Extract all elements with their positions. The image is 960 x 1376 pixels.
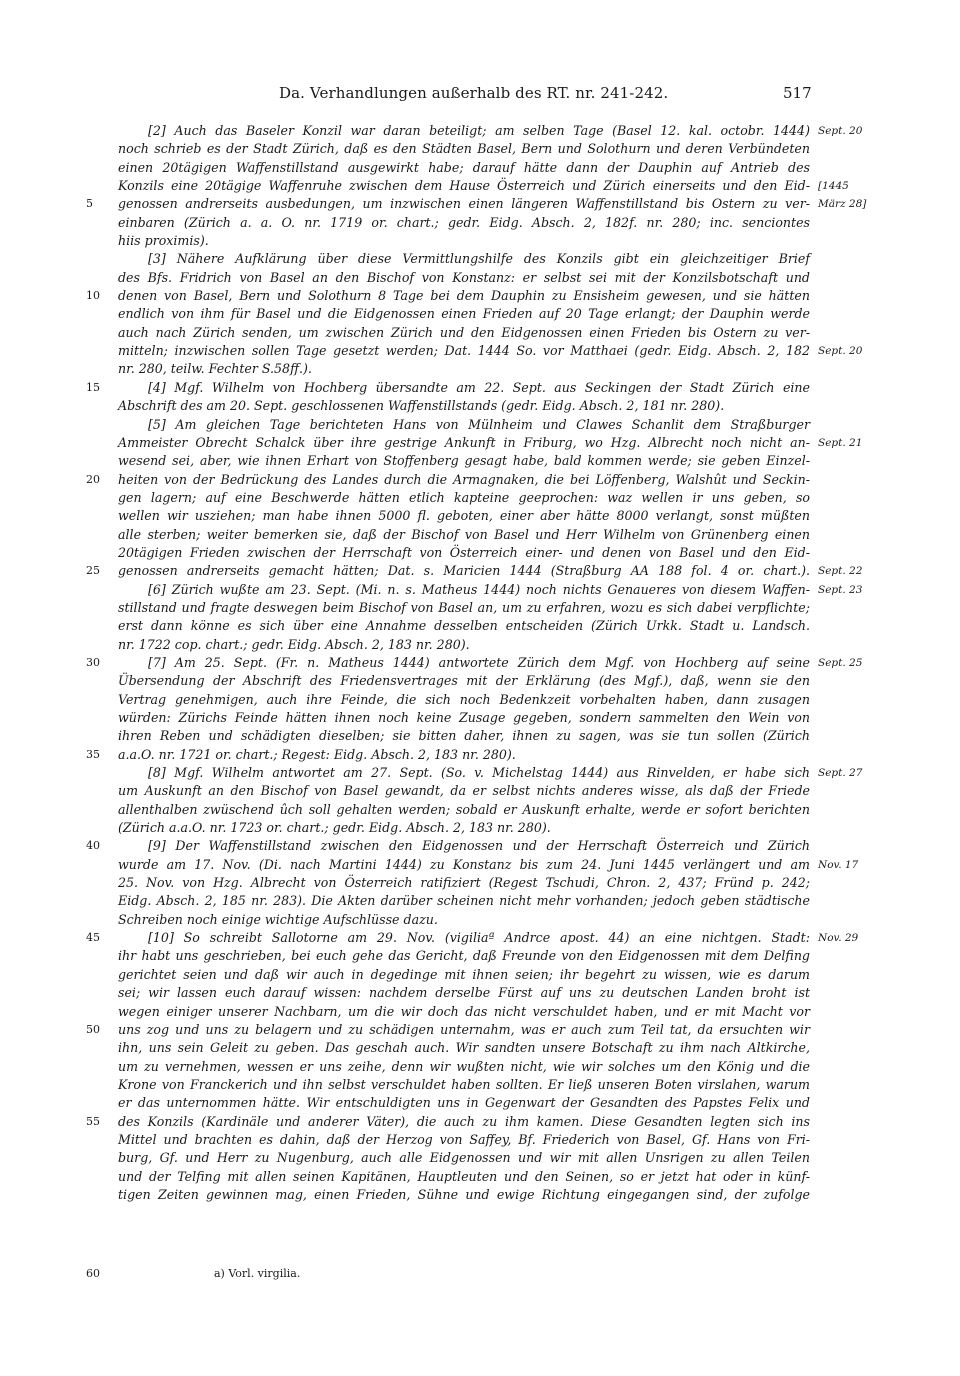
line-text: einen 20tägigen Waffenstillstand ausgewirkt habe; darauf hätte dann der Dauphin auf Antrieb des: [118, 159, 810, 175]
line-number: 40: [86, 839, 100, 853]
line-text: Schreiben noch einige wichtige Aufschlüsse dazu.: [118, 911, 438, 927]
text-line: [118, 709, 810, 727]
line-text: denen von Basel, Bern und Solothurn 8 Tage bei dem Dauphin zu Ensisheim gewesen, und sie hätten: [118, 288, 810, 304]
line-number: 45: [86, 931, 100, 945]
text-line: [118, 1131, 810, 1149]
line-text: [2] Auch das Baseler Konzil war daran beteiligt; am selben Tage (Basel 12. kal. octobr. 1444): [148, 123, 810, 138]
text-line: [118, 214, 810, 232]
margin-date-note: Sept. 27: [818, 767, 863, 780]
line-text: nr. 1722 cop. chart.; gedr. Eidg. Absch. 2, 183 nr. 280).: [118, 636, 470, 652]
footnote-text: a) Vorl. virgilia.: [214, 1267, 301, 1280]
text-line: [118, 636, 810, 654]
text-line: [118, 819, 810, 837]
line-number: 35: [86, 747, 100, 761]
line-text: würden: Zürichs Feinde hätten ihnen noch keine Zusage gegeben, sondern sammelten den Wein von: [118, 710, 810, 725]
margin-date-note: Sept. 25: [818, 656, 863, 669]
line-text: ihr habt uns geschrieben, bei euch gehe das Gericht, daß Freunde von den Eidgenossen mit dem Delfing: [118, 948, 810, 964]
text-line: [86, 562, 863, 580]
text-line: [118, 305, 810, 323]
line-text: [5] Am gleichen Tage berichteten Hans von Mülnheim und Clawes Schanlit dem Straßburger: [148, 416, 810, 432]
line-text: erst dann könne es sich über eine Annahme desselben entscheiden (Zürich Urkk. Stadt u. Landsch.: [118, 618, 810, 634]
line-number: 25: [86, 564, 100, 578]
line-text: [8] Mgf. Wilhelm antwortet am 27. Sept. (So. v. Michelstag 1444) aus Rinvelden, er habe sich: [148, 765, 810, 781]
text-line: [118, 360, 810, 378]
text-line: [118, 1149, 810, 1167]
margin-date-note: Nov. 29: [818, 932, 859, 945]
text-line: [118, 984, 810, 1002]
line-text: uns zog und uns zu belagern und zu schädigen unternahm, was er auch zum Teil tat, da ersuchten wir: [118, 1021, 810, 1037]
line-number: 20: [86, 472, 100, 486]
line-text: einbaren (Zürich a. a. O. nr. 1719 or. chart.; gedr. Eidg. Absch. 2, 182f. nr. 280; inc. senciontes: [118, 214, 810, 230]
text-line: [118, 397, 810, 415]
text-line: [118, 177, 849, 195]
text-line: [118, 892, 810, 910]
text-line: [118, 416, 810, 434]
line-text: (Zürich a.a.O. nr. 1723 or. chart.; gedr. Eidg. Absch. 2, 183 nr. 280).: [118, 820, 551, 836]
line-text: allenthalben zwüschend ûch soll gehalten werden; sobald er Auskunft erhalte, werde er sofort berichten: [118, 801, 810, 817]
margin-date-note: Sept. 21: [818, 436, 863, 449]
line-text: auch nach Zürich senden, um zwischen Zürich und den Eidgenossen einen Frieden bis Ostern zu ver-: [118, 324, 810, 340]
text-line: [118, 269, 810, 287]
line-text: Krone von Franckerich und ihn selbst verschuldet haben sollten. Er ließ unseren Boten virslahen, warum: [118, 1076, 810, 1092]
line-text: und der Telfing mit allen seinen Kapitänen, Hauptleuten und den Seinen, so er jetzt hat oder in künf-: [118, 1168, 810, 1184]
page-number: 517: [783, 84, 812, 102]
line-text: gen lagern; auf eine Beschwerde hätten etlich kapteine geeprochen: waz wellen ir uns geben, so: [118, 489, 810, 505]
text-line: [118, 1076, 810, 1094]
text-line: [118, 434, 863, 452]
line-text: ihn, uns sein Geleit zu geben. Das geschah auch. Wir sandten unsere Botschaft zu ihm nach Altkirche,: [118, 1040, 810, 1056]
margin-date-note: Sept. 20: [818, 345, 863, 358]
text-line: [86, 746, 810, 764]
text-line: [86, 471, 810, 489]
text-line: [118, 801, 810, 819]
text-line: [118, 324, 810, 342]
line-text: [7] Am 25. Sept. (Fr. n. Matheus 1444) antwortete Zürich dem Mgf. von Hochberg auf seine: [148, 654, 810, 670]
text-line: [118, 764, 863, 782]
line-text: gerichtet seien und daß wir auch in degedinge mit ihnen seien; ihr begehrt zu wissen, wie es darum: [118, 966, 810, 982]
line-text: Abschrift des am 20. Sept. geschlossenen Waffenstillstands (gedr. Eidg. Absch. 2, 181 nr. 280).: [118, 398, 725, 414]
margin-date-note: Sept. 20: [818, 125, 863, 137]
line-text: [9] Der Waffenstillstand zwischen den Eidgenossen und der Herrschaft Österreich und Zürich: [148, 838, 810, 854]
text-line: [118, 159, 810, 177]
line-text: des Bfs. Fridrich von Basel an den Bischof von Konstanz: er selbst sei mit der Konzilsbotschaft und: [118, 269, 810, 285]
text-line: [118, 489, 810, 507]
text-line: [118, 617, 810, 635]
line-number: 15: [86, 380, 100, 394]
line-text: sei; wir lassen euch darauf wissen: nachdem derselbe Fürst auf uns zu deutschen Landen broht ist: [118, 985, 810, 1001]
margin-date-note: Nov. 17: [818, 858, 859, 871]
text-line: [118, 140, 810, 158]
line-text: 20tägigen Frieden zwischen der Herrschaft von Österreich einer- und denen von Basel und den Eid-: [118, 544, 810, 560]
line-number: 10: [86, 289, 100, 303]
line-text: wellen wir usziehen; man habe ihnen 5000 fl. geboten, einer aber hätte 8000 verlangt, sonst müßten: [118, 508, 810, 524]
text-line: [118, 342, 863, 360]
line-text: er das unternommen hätte. Wir entschuldigten uns in Gegenwart der Gesandten des Papstes Felix und: [118, 1095, 810, 1111]
line-text: wesend sei, aber, wie ihnen Erhart von Stoffenberg gesagt habe, bald kommen werde; sie geben Einzel-: [118, 453, 810, 469]
margin-date-note: Sept. 22: [818, 565, 863, 578]
margin-date-note: [1445: [818, 180, 849, 193]
text-line: [86, 1021, 810, 1039]
main-text: [86, 122, 867, 1204]
margin-date-note: März 28]: [818, 198, 867, 211]
line-text: Eidg. Absch. 2, 185 nr. 283). Die Akten darüber scheinen nicht mehr vorhanden; jedoch geben städtische: [118, 893, 810, 909]
line-text: um zu vernehmen, wessen er uns zeihe, denn wir wußten nicht, wie wir solches um den König und die: [118, 1058, 810, 1074]
text-line: [118, 1168, 810, 1186]
text-line: [118, 581, 863, 599]
line-number: 5: [86, 197, 93, 211]
line-text: [4] Mgf. Wilhelm von Hochberg übersandte am 22. Sept. aus Seckingen der Stadt Zürich eine: [148, 379, 810, 395]
text-line: [86, 287, 810, 305]
text-line: [118, 727, 810, 745]
text-line: [86, 837, 810, 855]
text-line: [118, 691, 810, 709]
line-text: wurde am 17. Nov. (Di. nach Martini 1444) zu Konstanz bis zum 24. Juni 1445 verlängert und am: [118, 856, 810, 872]
text-line: [118, 672, 810, 690]
text-line: [118, 966, 810, 984]
line-text: genossen andrerseits ausbedungen, um inzwischen einen längeren Waffenstillstand bis Ostern zu ver-: [118, 196, 810, 212]
text-line: [118, 856, 859, 874]
text-line: [86, 654, 863, 672]
line-text: 25. Nov. von Hzg. Albrecht von Österreich ratifiziert (Regest Tschudi, Chron. 2, 437; Fründ p. 242;: [118, 875, 810, 891]
text-line: [86, 195, 867, 213]
line-text: heiten von der Bedrückung des Landes durch die Armagnaken, die bei Löffenberg, Walshût und Seckin-: [118, 471, 810, 487]
text-line: [118, 544, 810, 562]
text-line: [118, 1094, 810, 1112]
line-text: [10] So schreibt Sallotorne am 29. Nov. (vigiliaª Andrce apost. 44) an eine nichtgen. Stadt:: [148, 930, 810, 946]
text-line: [118, 122, 863, 140]
line-text: tigen Zeiten gewinnen mag, einen Frieden, Sühne und ewige Richtung eingegangen sind, der zufolge: [118, 1186, 810, 1202]
line-text: Ammeister Obrecht Schalck über ihre gestrige Ankunft in Friburg, wo Hzg. Albrecht noch nicht an-: [118, 434, 810, 450]
line-text: hiis proximis).: [118, 233, 209, 249]
margin-date-note: Sept. 23: [818, 583, 863, 596]
line-text: a.a.O. nr. 1721 or. chart.; Regest: Eidg. Absch. 2, 183 nr. 280).: [118, 746, 516, 762]
line-text: Konzils eine 20tägige Waffenruhe zwischen dem Hause Österreich und Zürich einerseits und den Eid-: [118, 178, 810, 194]
text-line: [118, 911, 810, 929]
line-text: Übersendung der Abschrift des Friedensvertrages mit der Erklärung (des Mgf.), daß, wenn sie den: [118, 673, 810, 689]
text-line: [118, 782, 810, 800]
line-text: mitteln; inzwischen sollen Tage gesetzt werden; Dat. 1444 So. vor Matthaei (gedr. Eidg. Absch. 2, 182: [118, 343, 810, 359]
running-header: [0, 84, 960, 108]
line-text: Vertrag genehmigen, auch ihre Feinde, die sich noch Bedenkzeit vorbehalten haben, dann zusagen: [118, 691, 810, 707]
text-line: [118, 232, 810, 250]
line-number: 55: [86, 1114, 100, 1128]
line-text: ihren Reben und schädigten dieselben; sie bitten daher, ihnen zu sagen, was sie tun sollen (Zürich: [118, 728, 810, 744]
line-text: stillstand und fragte deswegen beim Bischof von Basel an, um zu erfahren, wozu es sich dabei verpflichte;: [118, 599, 810, 615]
line-text: burg, Gf. und Herr zu Nugenburg, auch alle Eidgenossen und wir mit allen Unsrigen zu allen Teilen: [118, 1150, 810, 1166]
line-text: genossen andrerseits gemacht hätten; Dat. s. Maricien 1444 (Straßburg AA 188 fol. 4 or. chart.).: [118, 563, 810, 579]
line-text: Mittel und brachten es dahin, daß der Herzog von Saffey, Bf. Friederich von Basel, Gf. Hans von Fri-: [118, 1131, 810, 1147]
line-text: des Konzils (Kardinäle und anderer Väter), die auch zu ihm kamen. Diese Gesandten legten sich ins: [118, 1113, 810, 1129]
text-line: [118, 250, 810, 268]
line-text: alle sterben; weiter bemerken sie, daß der Bischof von Basel und Herr Wilhelm von Grünenberg einen: [118, 526, 810, 542]
line-text: wegen einiger unserer Nachbarn, um die wir doch das nicht verschuldet haben, und er mit Macht vor: [118, 1003, 810, 1019]
line-text: nr. 280, teilw. Fechter S.58ff.).: [118, 361, 312, 377]
text-line: [118, 507, 810, 525]
text-line: [86, 379, 810, 397]
line-text: [3] Nähere Aufklärung über diese Vermittlungshilfe des Konzils gibt ein gleichzeitiger Brief: [148, 251, 810, 267]
line-number: 30: [86, 655, 100, 669]
text-line: [118, 526, 810, 544]
text-line: [118, 1003, 810, 1021]
text-line: [118, 1039, 810, 1057]
text-line: [118, 947, 810, 965]
text-line: [118, 452, 810, 470]
text-line: [86, 1113, 810, 1131]
line-number: 50: [86, 1022, 100, 1036]
header-title: Da. Verhandlungen außerhalb des RT. nr. 241-242.: [279, 84, 669, 102]
line-text: [6] Zürich wußte am 23. Sept. (Mi. n. s. Matheus 1444) noch nichts Genaueres von diesem Waffen-: [148, 581, 810, 597]
text-line: [118, 599, 810, 617]
footnote-line-number: 60: [86, 1267, 100, 1280]
line-text: noch schrieb es der Stadt Zürich, daß es den Städten Basel, Bern und Solothurn und deren Verbündeten: [118, 141, 810, 157]
text-line: [118, 874, 810, 892]
line-text: um Auskunft an den Bischof von Basel gewandt, da er selbst nichts anderes wisse, als daß der Friede: [118, 783, 810, 799]
text-line: [118, 1186, 810, 1204]
text-line: [86, 929, 859, 947]
text-line: [118, 1058, 810, 1076]
line-text: endlich von ihm für Basel und die Eidgenossen einen Frieden auf 20 Tage erlangt; der Dauphin werde: [118, 306, 810, 322]
